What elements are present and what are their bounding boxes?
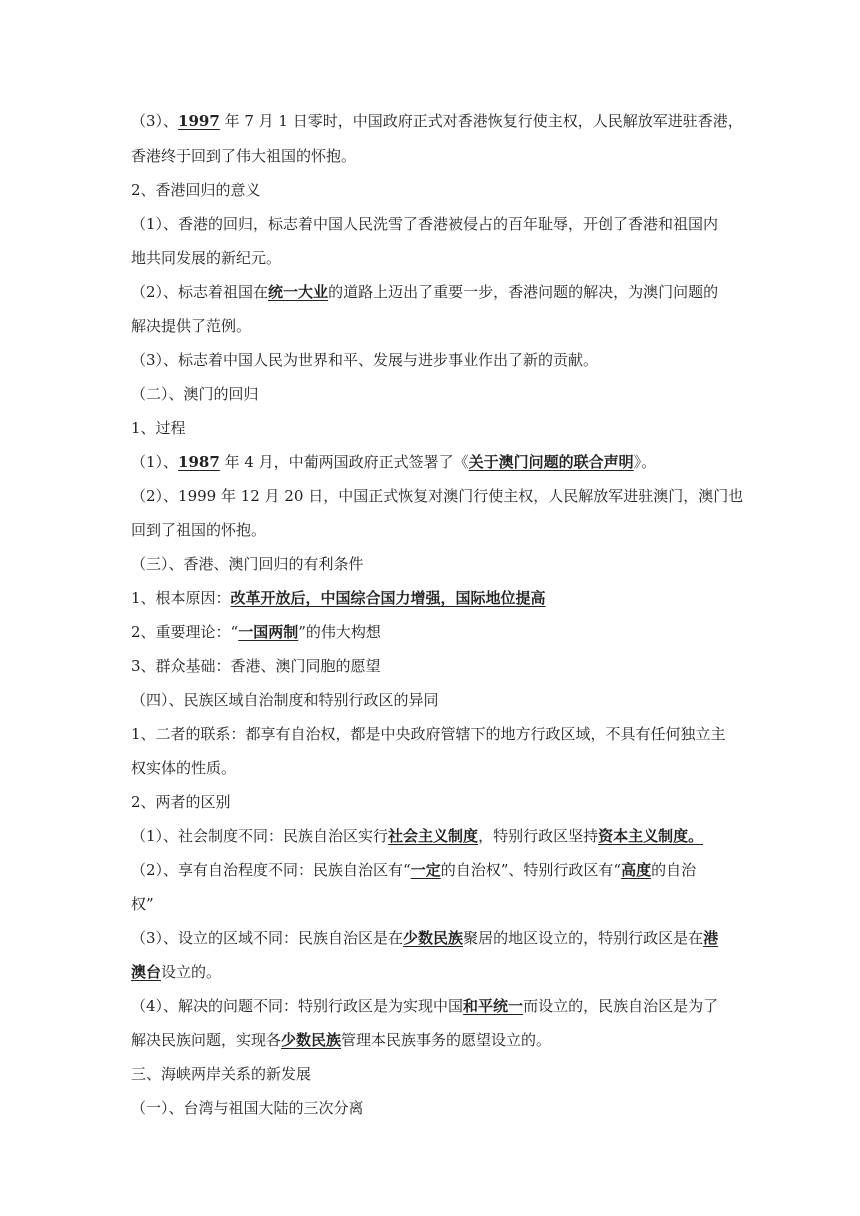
text-segment: 三、海峡两岸关系的新发展 bbox=[131, 1065, 312, 1083]
text-segment: 年 4 月，中葡两国政府正式签署了《 bbox=[219, 453, 469, 471]
text-segment: 管理本民族事务的愿望设立的。 bbox=[341, 1031, 552, 1049]
text-segment: （2）、1999 年 12 月 20 日，中国正式恢复对澳门行使主权，人民解放军进驻澳门，澳门也 bbox=[131, 487, 744, 505]
key-term: 统一大业 bbox=[268, 283, 329, 301]
text-line bbox=[131, 316, 731, 336]
text-segment: 1、过程 bbox=[131, 419, 186, 437]
key-term: 资本主义制度。 bbox=[598, 827, 704, 845]
text-segment: 1、根本原因： bbox=[131, 589, 231, 607]
text-segment: （三）、香港、澳门回归的有利条件 bbox=[131, 555, 364, 573]
text-segment: 解决提供了范例。 bbox=[131, 317, 252, 335]
key-term: 改革开放后，中国综合国力增强，国际地位提高 bbox=[230, 589, 546, 607]
text-line bbox=[131, 452, 731, 472]
text-segment: 的自治权”、特别行政区有“ bbox=[440, 861, 622, 879]
section-heading bbox=[131, 180, 731, 200]
section-heading bbox=[131, 418, 731, 438]
text-segment: ，特别行政区坚持 bbox=[478, 827, 599, 845]
text-segment: 回到了祖国的怀抱。 bbox=[131, 521, 267, 539]
text-line bbox=[131, 860, 731, 880]
section-heading bbox=[131, 792, 731, 812]
key-term: 港 bbox=[703, 929, 719, 947]
key-term: 1987 bbox=[178, 453, 220, 471]
key-term: 关于澳门问题的联合声明 bbox=[468, 453, 634, 471]
text-segment: （二）、澳门的回归 bbox=[131, 385, 259, 403]
text-segment: （2）、享有自治程度不同：民族自治区有“ bbox=[131, 861, 411, 879]
text-line bbox=[131, 214, 731, 234]
text-line bbox=[131, 826, 731, 846]
text-line bbox=[131, 758, 731, 778]
section-heading bbox=[131, 1098, 731, 1118]
text-segment: 2、两者的区别 bbox=[131, 793, 231, 811]
text-segment: 聚居的地区设立的，特别行政区是在 bbox=[463, 929, 704, 947]
text-segment: ”的伟大构想 bbox=[298, 623, 381, 641]
text-segment: 3、群众基础：香港、澳门同胞的愿望 bbox=[131, 657, 381, 675]
text-segment: 2、香港回归的意义 bbox=[131, 181, 261, 199]
text-line bbox=[131, 1030, 731, 1050]
text-segment: （3）、标志着中国人民为世界和平、发展与进步事业作出了新的贡献。 bbox=[131, 351, 599, 369]
section-heading bbox=[131, 690, 731, 710]
text-line bbox=[131, 622, 731, 642]
text-segment: 权” bbox=[131, 895, 154, 913]
text-segment: 》。 bbox=[633, 453, 657, 471]
text-line bbox=[131, 248, 731, 268]
key-term: 和平统一 bbox=[463, 997, 524, 1015]
text-line bbox=[131, 928, 731, 948]
text-line bbox=[131, 996, 731, 1016]
text-segment: 权实体的性质。 bbox=[131, 759, 237, 777]
section-heading bbox=[131, 384, 731, 404]
text-segment: 地共同发展的新纪元。 bbox=[131, 249, 282, 267]
text-line bbox=[131, 962, 731, 982]
text-segment: （3）、设立的区域不同：民族自治区是在 bbox=[131, 929, 404, 947]
text-segment: （3）、 bbox=[131, 112, 179, 130]
text-line bbox=[131, 656, 731, 676]
text-segment: 年 7 月 1 日零时，中国政府正式对香港恢复行使主权，人民解放军进驻香港， bbox=[219, 112, 743, 130]
text-segment: （2）、标志着祖国在 bbox=[131, 283, 269, 301]
text-line bbox=[131, 146, 731, 166]
key-term: 澳台 bbox=[131, 963, 162, 981]
key-term: 少数民族 bbox=[403, 929, 464, 947]
section-heading bbox=[131, 554, 731, 574]
section-heading bbox=[131, 1064, 731, 1084]
text-segment: 香港终于回到了伟大祖国的怀抱。 bbox=[131, 147, 357, 165]
key-term: 少数民族 bbox=[281, 1031, 342, 1049]
text-line bbox=[131, 520, 731, 540]
text-segment: 解决民族问题，实现各 bbox=[131, 1031, 282, 1049]
text-segment: （四）、民族区域自治制度和特别行政区的异同 bbox=[131, 691, 439, 709]
text-line bbox=[131, 111, 743, 131]
key-term: 1997 bbox=[178, 112, 220, 130]
text-segment: 的道路上迈出了重要一步，香港问题的解决，为澳门问题的 bbox=[328, 283, 719, 301]
text-line bbox=[131, 282, 731, 302]
text-segment: （4）、解决的问题不同：特别行政区是为实现中国 bbox=[131, 997, 464, 1015]
text-segment: （1）、香港的回归，标志着中国人民洗雪了香港被侵占的百年耻辱，开创了香港和祖国内 bbox=[131, 215, 719, 233]
key-term: 社会主义制度 bbox=[388, 827, 479, 845]
key-term: 一国两制 bbox=[238, 623, 299, 641]
text-segment: （一）、台湾与祖国大陆的三次分离 bbox=[131, 1099, 364, 1117]
text-segment: （1）、社会制度不同：民族自治区实行 bbox=[131, 827, 389, 845]
key-term: 高度 bbox=[621, 861, 652, 879]
key-term: 一定 bbox=[410, 861, 441, 879]
text-line bbox=[131, 350, 731, 370]
text-line bbox=[131, 486, 744, 506]
text-segment: （1）、 bbox=[131, 453, 179, 471]
text-segment: 而设立的，民族自治区是为了 bbox=[523, 997, 719, 1015]
text-line bbox=[131, 588, 731, 608]
text-segment: 设立的。 bbox=[161, 963, 222, 981]
text-line bbox=[131, 894, 731, 914]
text-segment: 的自治 bbox=[651, 861, 697, 879]
text-segment: 2、重要理论：“ bbox=[131, 623, 239, 641]
text-line bbox=[131, 724, 731, 744]
text-segment: 1、二者的联系：都享有自治权，都是中央政府管辖下的地方行政区域，不具有任何独立主 bbox=[131, 725, 726, 743]
